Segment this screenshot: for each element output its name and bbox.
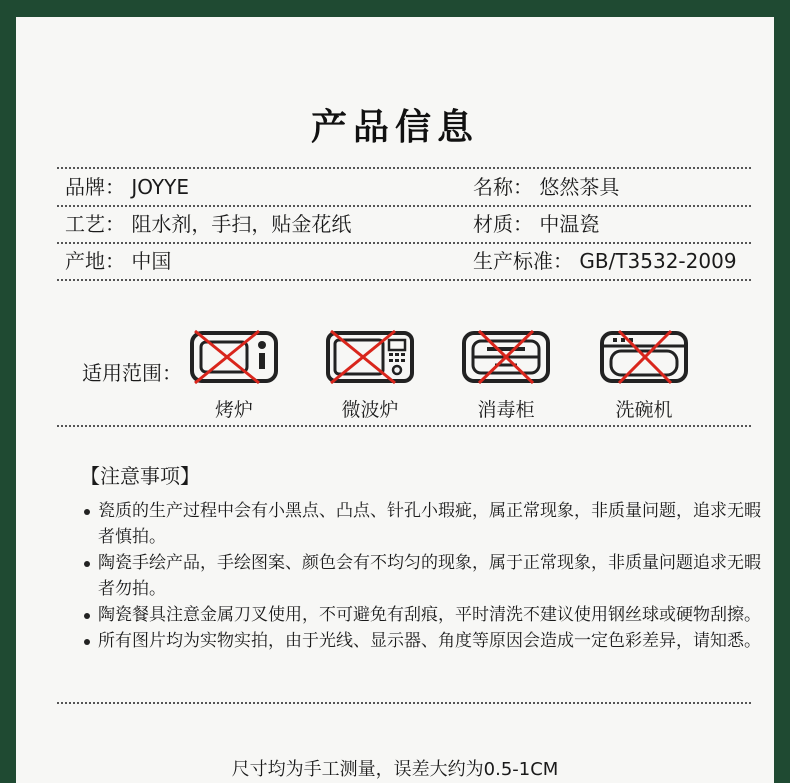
notes-list xyxy=(84,498,764,654)
appliance-caption: 微波炉 xyxy=(341,399,399,421)
appliance-caption: 洗碗机 xyxy=(615,399,673,421)
origin-field: 产地： 中国 xyxy=(65,249,172,273)
measurement-note: 尺寸均为手工测量，误差大约为0.5-1CM xyxy=(231,759,559,780)
appliance-dishwasher xyxy=(596,329,692,422)
info-row-1 xyxy=(57,172,751,202)
divider xyxy=(57,167,751,169)
info-row-2 xyxy=(57,209,751,239)
scope-label: 适用范围： xyxy=(82,361,182,385)
divider xyxy=(57,702,751,704)
craft-field: 工艺： 阻水剂，手扫，贴金花纸 xyxy=(65,212,352,236)
notes-title: 【注意事项】 xyxy=(80,464,200,488)
divider xyxy=(57,425,751,427)
list-item: 所有图片均为实物实拍，由于光线、显示器、角度等原因会造成一定色彩差异，请知悉。 xyxy=(84,628,764,654)
appliance-caption: 消毒柜 xyxy=(477,399,535,421)
info-row-3 xyxy=(57,246,751,276)
brand-field: 品牌： JOYYE xyxy=(65,175,189,199)
appliance-sterilizer-cabinet xyxy=(458,329,554,422)
list-item: 陶瓷手绘产品，手绘图案、颜色会有不均匀的现象，属于正常现象，非质量问题追求无暇者勿拍。 xyxy=(84,550,764,602)
list-item: 陶瓷餐具注意金属刀叉使用，不可避免有刮痕，平时清洗不建议使用钢丝球或硬物刮擦。 xyxy=(84,602,764,628)
list-item: 瓷质的生产过程中会有小黑点、凸点、针孔小瑕疵，属正常现象，非质量问题，追求无暇者慎拍。 xyxy=(84,498,764,550)
appliance-microwave xyxy=(322,329,418,422)
divider xyxy=(57,279,751,281)
product-info-card xyxy=(16,17,774,783)
appliance-caption: 烤炉 xyxy=(214,399,253,421)
name-field: 名称： 悠然茶具 xyxy=(473,175,620,199)
divider xyxy=(57,242,751,244)
page-title: 产品信息 xyxy=(310,107,479,148)
appliance-oven xyxy=(186,329,282,422)
dishwasher-icon xyxy=(599,329,689,385)
sterilizer-cabinet-icon xyxy=(461,329,551,385)
standard-field: 生产标准： GB/T3532-2009 xyxy=(473,249,737,273)
oven-icon xyxy=(189,329,279,385)
microwave-icon xyxy=(325,329,415,385)
material-field: 材质： 中温瓷 xyxy=(473,212,600,236)
divider xyxy=(57,205,751,207)
